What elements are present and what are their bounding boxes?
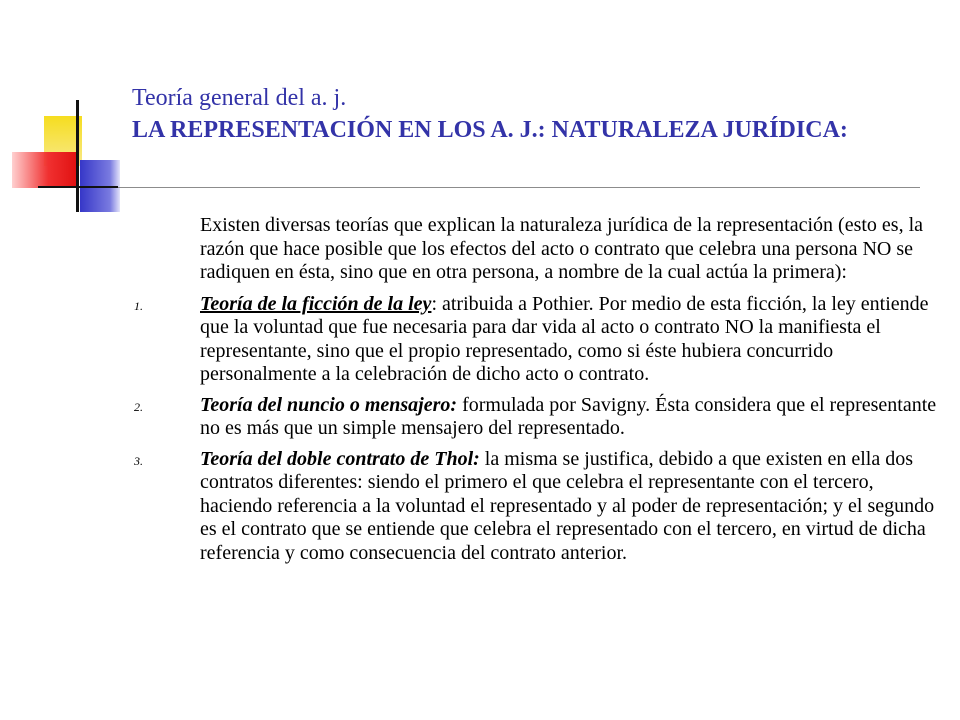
list-item <box>134 393 940 441</box>
theory-description: : atribuida a Pothier. Por medio de esta ficción, la ley entiende que la voluntad que fue necesaria para dar vida al acto o contrato NO la manifiesta el representante, sino que el propio representado, como si éste hubiera concurrido personalmente a la celebración de dicho acto o contrato. <box>200 292 929 385</box>
list-item <box>134 447 940 566</box>
theory-term: Teoría del doble contrato de Thol: <box>200 447 480 470</box>
theory-description: formulada por Savigny. Ésta considera que el representante no es más que un simple mensajero del representado. <box>200 393 937 439</box>
theory-description: la misma se justifica, debido a que existen en ella dos contratos diferentes: siendo el primero el que celebra el representante con el tercero, haciendo referencia a la voluntad el representado y al poder de representación; y el segundo es el contrato que se entiende que celebra el representado con el tercero, en virtud de dicha referencia y como consecuencia del contrato anterior. <box>200 447 935 564</box>
logo-vertical-line <box>76 100 79 212</box>
title-divider-line <box>118 187 920 188</box>
theory-term: Teoría del nuncio o mensajero: <box>200 393 458 416</box>
theory-term: Teoría de la ficción de la ley <box>200 292 432 315</box>
list-item <box>134 292 940 387</box>
slide-main-title: LA REPRESENTACIÓN EN LOS A. J.: NATURALEZA JURÍDICA: <box>132 117 848 143</box>
list-number: 3. <box>134 453 143 468</box>
slide-title <box>132 82 922 146</box>
slide-subtitle: Teoría general del a. j. <box>132 85 347 111</box>
logo-horizontal-line <box>38 186 118 188</box>
list-number: 1. <box>134 298 143 313</box>
theories-list <box>134 292 940 566</box>
intro-paragraph: Existen diversas teorías que explican la naturaleza jurídica de la representación (esto es, la razón que hace posible que los efectos del acto o contrato que celebra una persona NO se radiquen en ésta, sino que en otra persona, a nombre de la cual actúa la primera): <box>200 214 924 283</box>
slide-body <box>134 214 940 572</box>
list-number: 2. <box>134 399 143 414</box>
logo-red-square <box>12 152 78 188</box>
